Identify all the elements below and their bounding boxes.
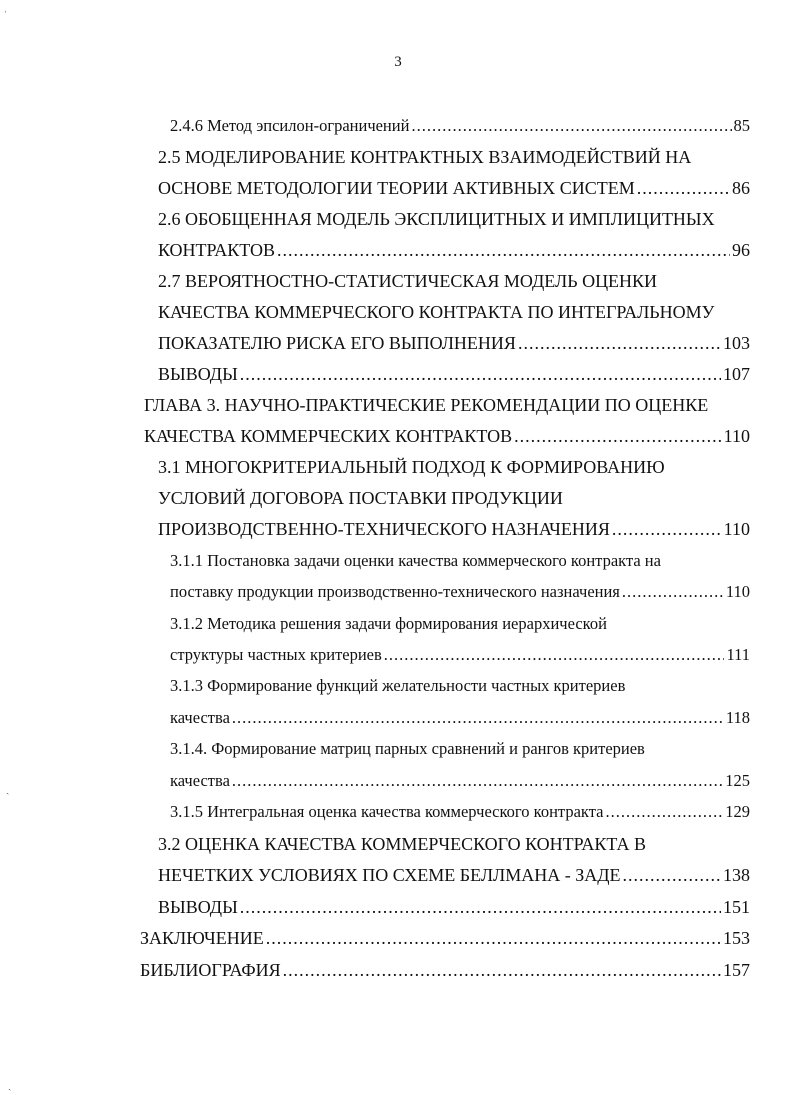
toc-entry-title: КАЧЕСТВА КОММЕРЧЕСКИХ КОНТРАКТОВ <box>144 426 513 446</box>
toc-entry <box>170 610 750 638</box>
toc-entry <box>170 578 750 606</box>
toc-entry <box>158 515 750 543</box>
toc-entry <box>158 360 750 388</box>
toc-entry-title: качества <box>170 708 230 727</box>
dot-leader <box>283 956 721 984</box>
toc-entry-title: 2.5 МОДЕЛИРОВАНИЕ КОНТРАКТНЫХ ВЗАИМОДЕЙСТВИЙ НА <box>158 147 692 167</box>
toc-entry-page: 118 <box>725 708 750 727</box>
toc-entry <box>170 767 750 795</box>
dot-leader <box>622 578 724 606</box>
toc-entry-title: 3.2 ОЦЕНКА КАЧЕСТВА КОММЕРЧЕСКОГО КОНТРАКТА В <box>158 834 646 854</box>
toc-entry-page: 96 <box>732 240 750 260</box>
toc-entry-page: 110 <box>725 582 750 601</box>
toc-entry-title: ВЫВОДЫ <box>158 364 238 384</box>
toc-entry-title: 3.1.3 Формирование функций желательности частных критериев <box>170 676 626 695</box>
dot-leader <box>232 704 724 732</box>
toc-entry-title: КАЧЕСТВА КОММЕРЧЕСКОГО КОНТРАКТА ПО ИНТЕГРАЛЬНОМУ <box>158 302 715 322</box>
toc-entry-title: КОНТРАКТОВ <box>158 240 276 260</box>
toc-entry-title: 3.1.2 Методика решения задачи формирования иерархической <box>170 614 607 633</box>
page-number: 3 <box>394 54 402 70</box>
toc-entry-title: поставку продукции производственно-технического назначения <box>170 582 620 601</box>
toc-entry-page: 151 <box>723 897 750 917</box>
toc-entry-page: 129 <box>725 802 750 821</box>
toc-entry <box>170 798 750 826</box>
toc-entry <box>170 112 750 140</box>
scan-speck: ˈ <box>4 10 8 21</box>
toc-entry-page: 153 <box>723 928 750 948</box>
toc-entry <box>158 861 750 889</box>
toc-entry <box>144 391 750 419</box>
dot-leader <box>240 360 721 388</box>
toc-entry <box>158 484 750 512</box>
toc-entry-title: 2.6 ОБОБЩЕННАЯ МОДЕЛЬ ЭКСПЛИЦИТНЫХ И ИМПЛИЦИТНЫХ <box>158 209 715 229</box>
toc-entry-title: УСЛОВИЙ ДОГОВОРА ПОСТАВКИ ПРОДУКЦИИ <box>158 488 563 508</box>
toc-entry <box>158 298 750 326</box>
toc-entry-page: 111 <box>726 645 750 664</box>
toc-entry <box>170 704 750 732</box>
toc-entry <box>170 672 750 700</box>
toc-entry-title: 3.1.4. Формирование матриц парных сравнений и рангов критериев <box>170 739 645 758</box>
dot-leader <box>277 236 730 264</box>
scan-speck: ˏ <box>8 1080 12 1091</box>
toc-entry <box>170 641 750 669</box>
toc-entry-page: 85 <box>733 116 750 135</box>
dot-leader <box>612 515 722 543</box>
toc-entry-title: 2.7 ВЕРОЯТНОСТНО-СТАТИСТИЧЕСКАЯ МОДЕЛЬ ОЦЕНКИ <box>158 271 658 291</box>
toc-entry <box>140 956 750 984</box>
dot-leader <box>637 174 730 202</box>
toc-entry <box>170 547 750 575</box>
toc-entry-title: 3.1 МНОГОКРИТЕРИАЛЬНЫЙ ПОДХОД К ФОРМИРОВАНИЮ <box>158 457 665 477</box>
toc-entry <box>144 422 750 450</box>
toc-entry <box>158 143 750 171</box>
toc-entry-page: 103 <box>723 333 750 353</box>
toc-entry <box>170 735 750 763</box>
dot-leader <box>514 422 722 450</box>
toc-entry-page: 138 <box>723 865 750 885</box>
toc-entry-title: 3.1.1 Постановка задачи оценки качества коммерческого контракта на <box>170 551 661 570</box>
toc-entry-page: 110 <box>723 426 750 446</box>
dot-leader <box>384 641 725 669</box>
toc-entry <box>158 174 750 202</box>
scan-speck: ˎ <box>6 784 10 795</box>
toc-entry-title: ПОКАЗАТЕЛЮ РИСКА ЕГО ВЫПОЛНЕНИЯ <box>158 333 516 353</box>
toc-entry-title: ЗАКЛЮЧЕНИЕ <box>140 928 264 948</box>
toc-entry-title: НЕЧЕТКИХ УСЛОВИЯХ ПО СХЕМЕ БЕЛЛМАНА - ЗАДЕ <box>158 865 621 885</box>
toc-entry <box>158 453 750 481</box>
dot-leader <box>605 798 723 826</box>
toc-entry <box>158 205 750 233</box>
dot-leader <box>623 861 721 889</box>
dot-leader <box>232 767 723 795</box>
toc-entry-title: ГЛАВА 3. НАУЧНО-ПРАКТИЧЕСКИЕ РЕКОМЕНДАЦИИ ПО ОЦЕНКЕ <box>144 395 709 415</box>
toc-entry <box>158 267 750 295</box>
toc-entry-page: 125 <box>725 771 750 790</box>
toc-entry <box>158 236 750 264</box>
toc-entry-page: 157 <box>723 960 750 980</box>
dot-leader <box>266 924 721 952</box>
dot-leader <box>411 112 731 140</box>
toc-entry-title: качества <box>170 771 230 790</box>
toc-entry-title: 3.1.5 Интегральная оценка качества коммерческого контракта <box>170 802 604 821</box>
toc-entry-page: 86 <box>732 178 750 198</box>
toc-entry-page: 107 <box>723 364 750 384</box>
toc-entry-title: структуры частных критериев <box>170 645 382 664</box>
toc-entry-title: ВЫВОДЫ <box>158 897 238 917</box>
toc-entry-title: БИБЛИОГРАФИЯ <box>140 960 281 980</box>
toc-entry <box>158 329 750 357</box>
toc-entry <box>158 893 750 921</box>
toc-entry-title: 2.4.6 Метод эпсилон-ограничений <box>170 116 410 135</box>
toc-entry-page: 110 <box>723 519 750 539</box>
dot-leader <box>240 893 721 921</box>
toc-entry <box>158 830 750 858</box>
toc-entry-title: ПРОИЗВОДСТВЕННО-ТЕХНИЧЕСКОГО НАЗНАЧЕНИЯ <box>158 519 610 539</box>
toc-entry <box>140 924 750 952</box>
toc-entry-title: ОСНОВЕ МЕТОДОЛОГИИ ТЕОРИИ АКТИВНЫХ СИСТЕМ <box>158 178 635 198</box>
dot-leader <box>518 329 721 357</box>
